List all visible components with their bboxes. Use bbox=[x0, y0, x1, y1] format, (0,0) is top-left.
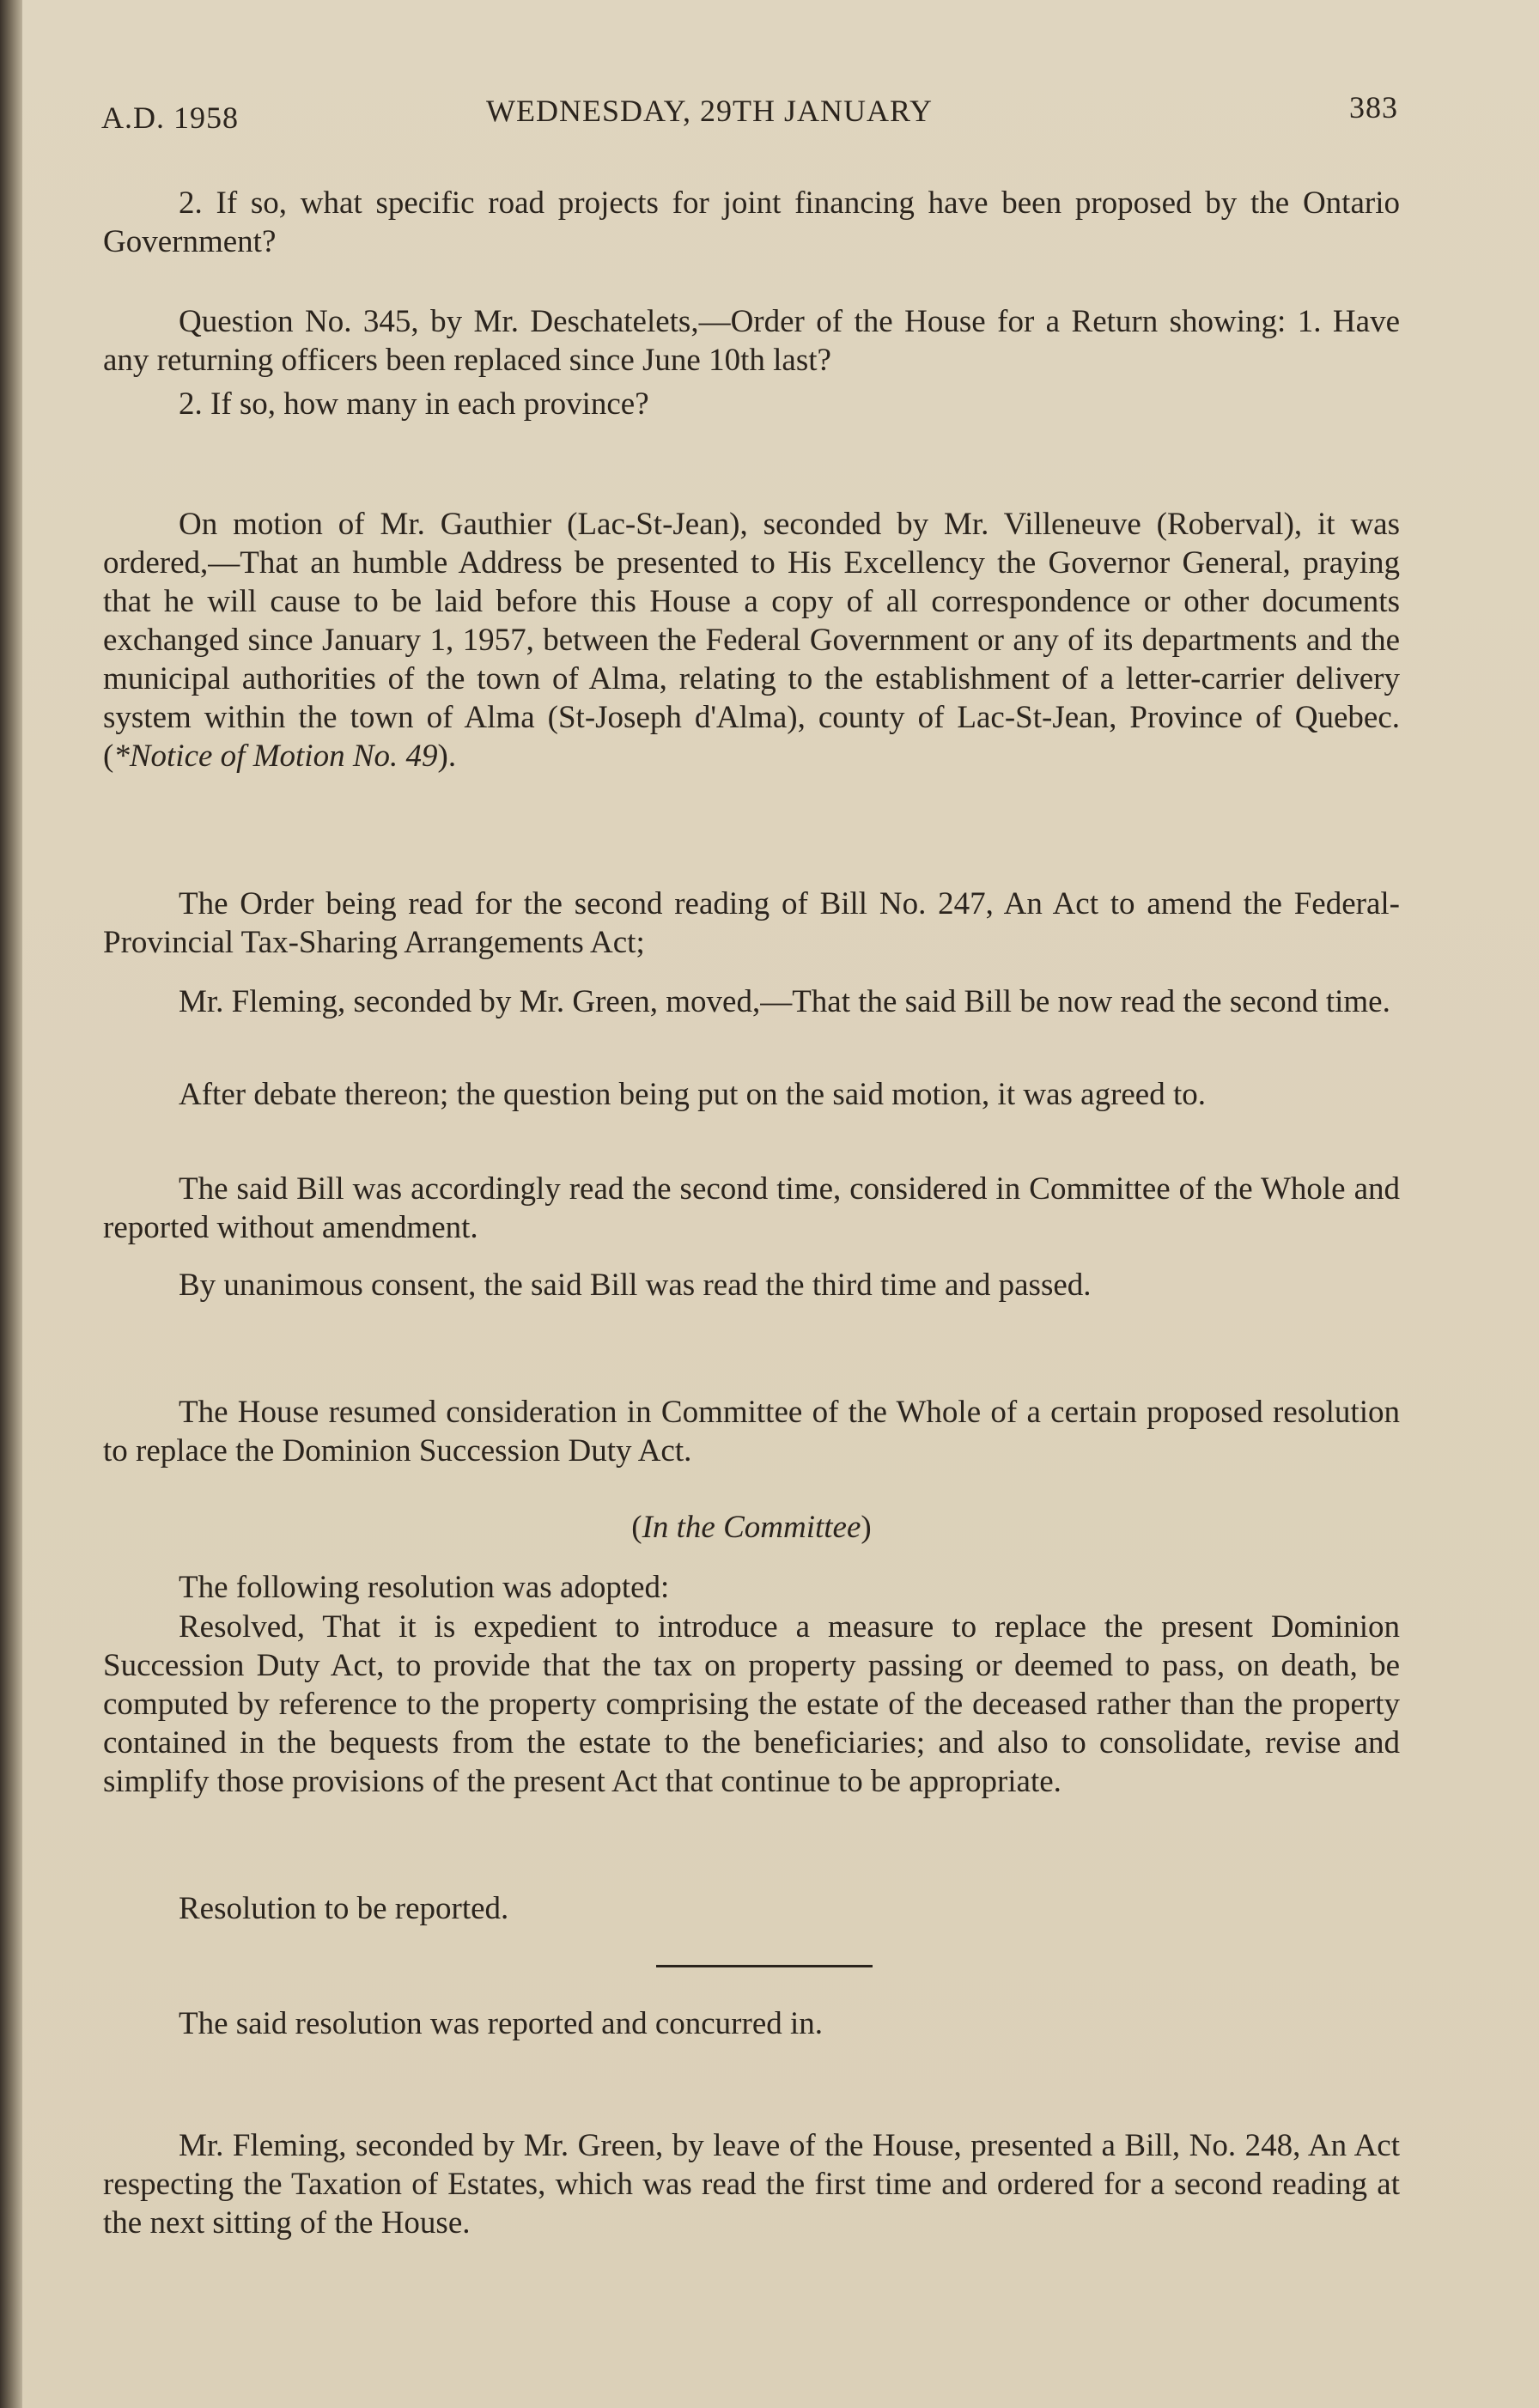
paragraph-question-345: Question No. 345, by Mr. Deschatelets,—Order of the House for a Return showing: 1. Have any returning officers been replaced since June 10th last? bbox=[103, 304, 1400, 378]
paragraph-fleming-moved: Mr. Fleming, seconded by Mr. Green, moved,—That the said Bill be now read the second time. bbox=[179, 984, 1390, 1019]
paragraph-resolution-reported: Resolution to be reported. bbox=[179, 1891, 509, 1926]
motion-text-end: ). bbox=[437, 739, 457, 774]
paragraph-how-many: 2. If so, how many in each province? bbox=[179, 386, 649, 422]
header-date: WEDNESDAY, 29TH JANUARY bbox=[486, 94, 934, 128]
paragraph-motion-gauthier bbox=[103, 505, 1400, 775]
page-number: 383 bbox=[1349, 90, 1398, 125]
book-spine-edge bbox=[0, 0, 22, 2408]
paragraph-bill-248: Mr. Fleming, seconded by Mr. Green, by leave of the House, presented a Bill, No. 248, An Act respecting the Taxation of Estates, which was read the first time and ordered for a second reading at the next sitting of the House. bbox=[103, 2128, 1400, 2241]
paragraph-resolved: Resolved, That it is expedient to introduce a measure to replace the present Dominion Succession Duty Act, to provide that the tax on property passing or deemed to pass, on death, be computed by reference to the property comprising the estate of the deceased rather than the property contained in the bequests from the estate to the beneficiaries; and also to consolidate, revise and simplify those provisions of the present Act that continue to be appropriate. bbox=[103, 1609, 1400, 1799]
paragraph-house-resumed: The House resumed consideration in Committee of the Whole of a certain proposed resolution to replace the Dominion Succession Duty Act. bbox=[103, 1395, 1400, 1469]
paragraph-road-projects: 2. If so, what specific road projects for joint financing have been proposed by the Ontario Government? bbox=[103, 185, 1400, 259]
paragraph-second-reading: The said Bill was accordingly read the second time, considered in Committee of the Whole and reported without amendment. bbox=[103, 1171, 1400, 1245]
paragraph-resolution-adopted: The following resolution was adopted: bbox=[179, 1570, 670, 1605]
paragraph-debate: After debate thereon; the question being put on the said motion, it was agreed to. bbox=[179, 1077, 1207, 1112]
motion-text: On motion of Mr. Gauthier (Lac-St-Jean), seconded by Mr. Villeneuve (Roberval), it was ordered,—That an humble Address be presented to His Excellency the Governor General, praying that he will cause to be laid before this House a copy of all correspondence or other documents exchanged since January 1, 1957, between the Federal Government or any of its departments and the municipal authorities of the town of Alma, relating to the establishment of a letter-carrier delivery system within the town of Alma (St-Joseph d'Alma), county of Lac-St-Jean, Province of Quebec. ( bbox=[103, 507, 1400, 774]
paragraph-concurred: The said resolution was reported and concurred in. bbox=[179, 2006, 824, 2041]
notice-of-motion: *Notice of Motion No. 49 bbox=[113, 739, 438, 774]
running-header bbox=[101, 89, 1398, 141]
header-year: A.D. 1958 bbox=[101, 100, 239, 135]
paragraph-order-bill-247: The Order being read for the second reading of Bill No. 247, An Act to amend the Federal-Provincial Tax-Sharing Arrangements Act; bbox=[103, 886, 1400, 960]
committee-heading: (In the Committee) bbox=[631, 1510, 872, 1545]
section-divider bbox=[656, 1965, 873, 1967]
paragraph-third-reading: By unanimous consent, the said Bill was read the third time and passed. bbox=[179, 1268, 1092, 1303]
committee-heading-text: In the Committee bbox=[642, 1510, 861, 1545]
